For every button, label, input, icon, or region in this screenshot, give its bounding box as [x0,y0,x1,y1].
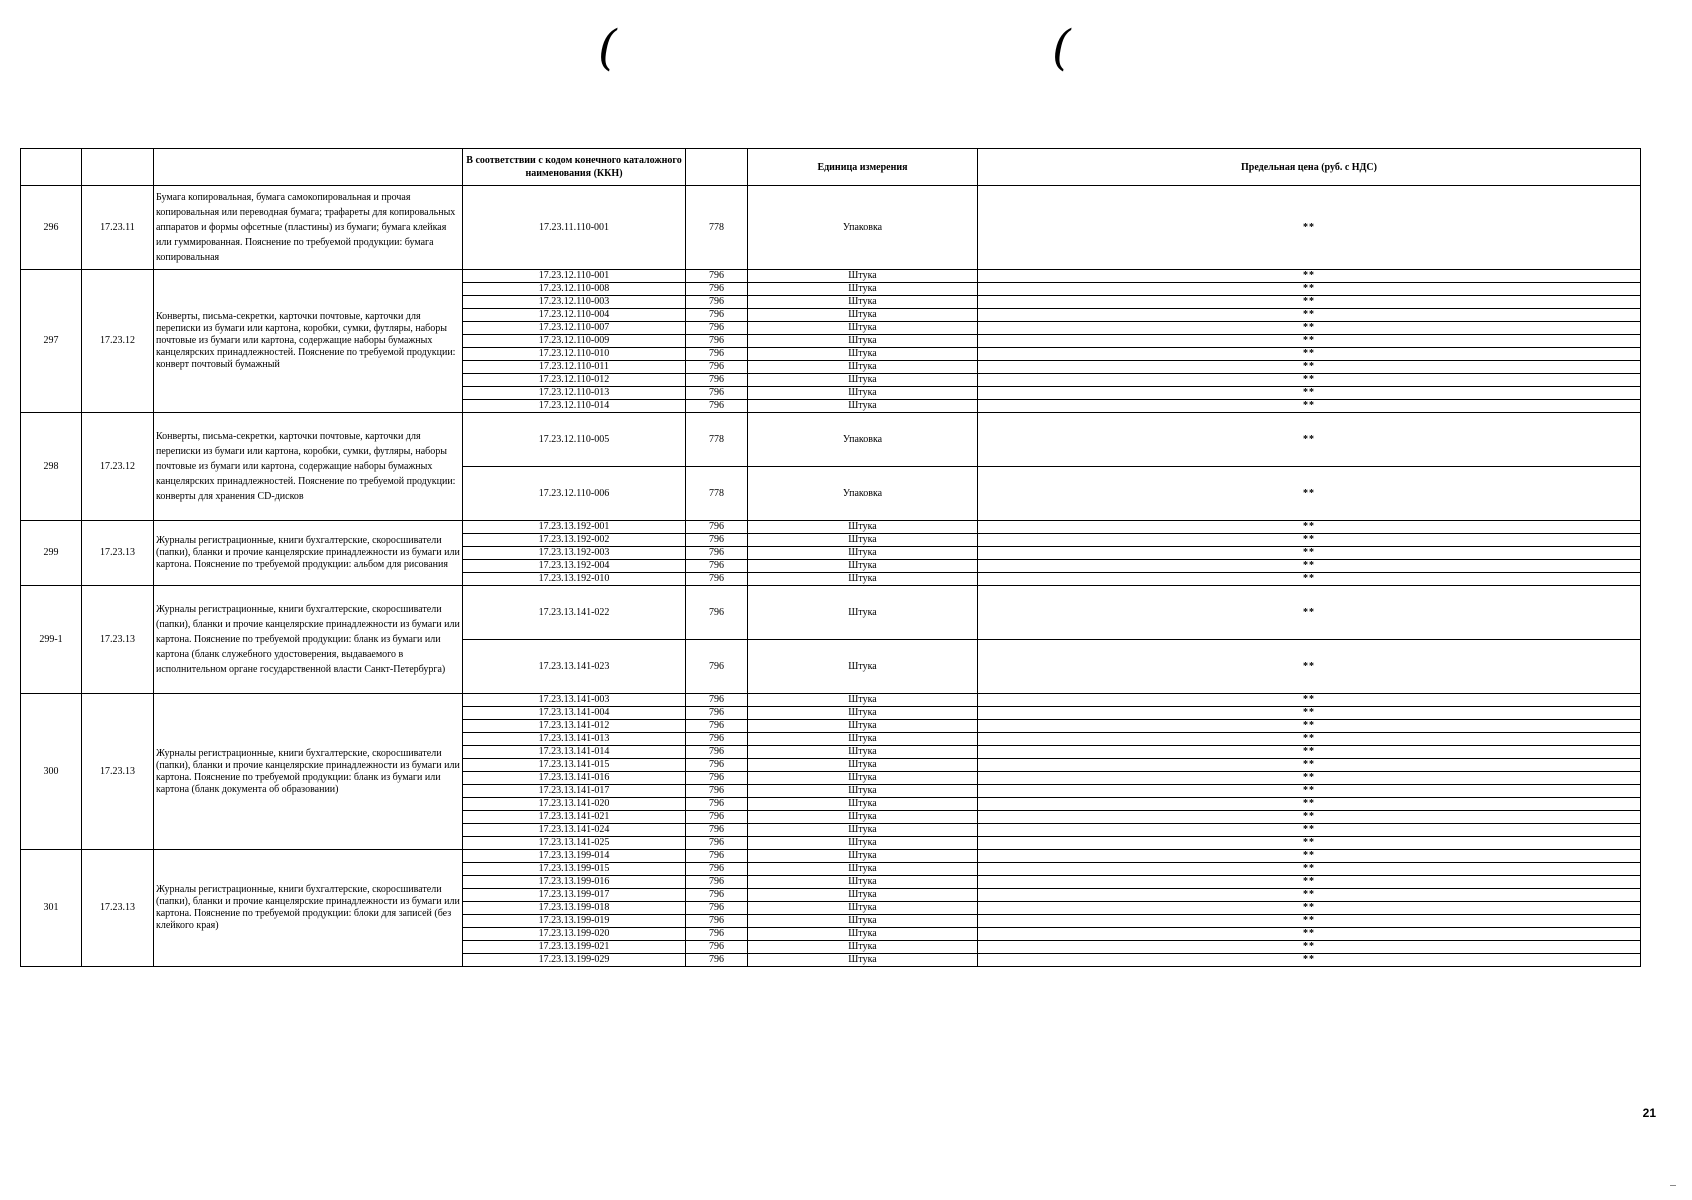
kkn-code: 17.23.12.110-014 [463,400,686,413]
header-cell-number [21,149,82,186]
okei-code: 796 [686,387,748,400]
unit-of-measure: Штука [748,811,978,824]
okei-code: 778 [686,186,748,270]
kkn-code: 17.23.12.110-009 [463,335,686,348]
price-limit: ** [978,640,1641,694]
unit-of-measure: Штука [748,296,978,309]
kkn-code: 17.23.13.199-029 [463,954,686,967]
unit-of-measure: Упаковка [748,467,978,521]
unit-of-measure: Штука [748,694,978,707]
price-limit: ** [978,837,1641,850]
price-limit: ** [978,374,1641,387]
price-limit: ** [978,772,1641,785]
price-limit: ** [978,322,1641,335]
unit-of-measure: Штука [748,547,978,560]
unit-of-measure: Штука [748,928,978,941]
okei-code: 796 [686,361,748,374]
kkn-code: 17.23.13.141-017 [463,785,686,798]
kkn-code: 17.23.13.141-013 [463,733,686,746]
unit-of-measure: Штука [748,733,978,746]
unit-of-measure: Штука [748,573,978,586]
unit-of-measure: Штука [748,534,978,547]
okei-code: 796 [686,348,748,361]
okei-code: 796 [686,573,748,586]
row-number: 298 [21,413,82,521]
header-cell-code [82,149,154,186]
product-description: Журналы регистрационные, книги бухгалтерские, скоросшиватели (папки), бланки и прочие канцелярские принадлежности из бумаги или картона. Пояснение по требуемой продукции: бланк из бумаги или картона (бланк документа об образовании) [154,694,463,850]
header-cell-kkn: В соответствии с кодом конечного каталожного наименования (ККН) [463,149,686,186]
kkn-code: 17.23.12.110-005 [463,413,686,467]
okei-code: 796 [686,902,748,915]
price-limit: ** [978,759,1641,772]
unit-of-measure: Штука [748,560,978,573]
unit-of-measure: Штука [748,348,978,361]
unit-of-measure: Штука [748,915,978,928]
kkn-code: 17.23.12.110-010 [463,348,686,361]
header-cell-unit: Единица измерения [748,149,978,186]
okei-code: 796 [686,335,748,348]
kkn-code: 17.23.13.199-014 [463,850,686,863]
unit-of-measure: Штука [748,640,978,694]
kkn-code: 17.23.13.141-003 [463,694,686,707]
row-number: 297 [21,270,82,413]
okpd-code: 17.23.13 [82,521,154,586]
header-cell-description [154,149,463,186]
price-limit: ** [978,811,1641,824]
price-limit: ** [978,534,1641,547]
unit-of-measure: Штука [748,902,978,915]
price-limit: ** [978,547,1641,560]
okei-code: 796 [686,521,748,534]
price-limit: ** [978,296,1641,309]
product-description: Конверты, письма-секретки, карточки почтовые, карточки для переписки из бумаги или картона, коробки, сумки, футляры, наборы почтовые из бумаги или картона, содержащие наборы бумажных канцелярских принадлежностей. Пояснение по требуемой продукции: конверты для хранения CD-дисков [154,413,463,521]
unit-of-measure: Штука [748,798,978,811]
price-limit: ** [978,283,1641,296]
kkn-code: 17.23.13.199-015 [463,863,686,876]
okpd-code: 17.23.13 [82,850,154,967]
price-limit: ** [978,954,1641,967]
okei-code: 796 [686,560,748,573]
okei-code: 796 [686,296,748,309]
kkn-code: 17.23.12.110-008 [463,283,686,296]
row-number: 300 [21,694,82,850]
unit-of-measure: Штука [748,876,978,889]
okei-code: 796 [686,850,748,863]
unit-of-measure: Штука [748,824,978,837]
price-limit: ** [978,928,1641,941]
unit-of-measure: Штука [748,772,978,785]
price-limit: ** [978,400,1641,413]
price-limit: ** [978,863,1641,876]
price-limit: ** [978,521,1641,534]
okei-code: 796 [686,759,748,772]
product-description: Бумага копировальная, бумага самокопировальная и прочая копировальная или переводная бумага; трафареты для копировальных аппаратов и формы офсетные (пластины) из бумаги; бумага клейкая или гуммированная. Пояснение по требуемой продукции: бумага копировальная [154,186,463,270]
okei-code: 796 [686,733,748,746]
unit-of-measure: Упаковка [748,413,978,467]
kkn-code: 17.23.13.141-021 [463,811,686,824]
okpd-code: 17.23.11 [82,186,154,270]
price-limit: ** [978,850,1641,863]
kkn-code: 17.23.12.110-007 [463,322,686,335]
unit-of-measure: Штука [748,720,978,733]
kkn-code: 17.23.13.192-004 [463,560,686,573]
unit-of-measure: Штука [748,283,978,296]
product-description: Журналы регистрационные, книги бухгалтерские, скоросшиватели (папки), бланки и прочие канцелярские принадлежности из бумаги или картона. Пояснение по требуемой продукции: альбом для рисования [154,521,463,586]
price-limit: ** [978,186,1641,270]
kkn-code: 17.23.13.141-012 [463,720,686,733]
okei-code: 796 [686,270,748,283]
row-number: 301 [21,850,82,967]
okei-code: 796 [686,283,748,296]
kkn-code: 17.23.13.141-016 [463,772,686,785]
price-limit: ** [978,824,1641,837]
unit-of-measure: Штука [748,400,978,413]
unit-of-measure: Штука [748,746,978,759]
okei-code: 796 [686,309,748,322]
header-cell-okei [686,149,748,186]
okpd-code: 17.23.12 [82,413,154,521]
okei-code: 796 [686,586,748,640]
table-row [21,694,1641,707]
okei-code: 796 [686,811,748,824]
price-limit: ** [978,941,1641,954]
kkn-code: 17.23.13.141-024 [463,824,686,837]
unit-of-measure: Штука [748,759,978,772]
row-number: 296 [21,186,82,270]
unit-of-measure: Штука [748,954,978,967]
price-limit: ** [978,694,1641,707]
okei-code: 796 [686,889,748,902]
price-limit: ** [978,733,1641,746]
kkn-code: 17.23.13.192-001 [463,521,686,534]
okei-code: 796 [686,640,748,694]
price-limit: ** [978,785,1641,798]
kkn-code: 17.23.13.199-019 [463,915,686,928]
okei-code: 796 [686,941,748,954]
price-limit: ** [978,902,1641,915]
unit-of-measure: Штука [748,889,978,902]
price-limit: ** [978,720,1641,733]
unit-of-measure: Штука [748,387,978,400]
okei-code: 796 [686,547,748,560]
price-limit: ** [978,560,1641,573]
price-limit: ** [978,467,1641,521]
kkn-code: 17.23.13.199-021 [463,941,686,954]
kkn-code: 17.23.12.110-006 [463,467,686,521]
okei-code: 796 [686,772,748,785]
scan-mark-left: ( [598,20,617,76]
price-limit: ** [978,413,1641,467]
price-limit: ** [978,361,1641,374]
kkn-code: 17.23.12.110-013 [463,387,686,400]
kkn-code: 17.23.13.141-025 [463,837,686,850]
unit-of-measure: Штука [748,270,978,283]
unit-of-measure: Штука [748,322,978,335]
okei-code: 796 [686,746,748,759]
unit-of-measure: Штука [748,374,978,387]
kkn-code: 17.23.13.141-015 [463,759,686,772]
price-limit: ** [978,348,1641,361]
okei-code: 796 [686,954,748,967]
header-cell-price: Предельная цена (руб. с НДС) [978,149,1641,186]
kkn-code: 17.23.13.141-014 [463,746,686,759]
okei-code: 796 [686,720,748,733]
page-number: 21 [1642,1106,1656,1120]
unit-of-measure: Штука [748,521,978,534]
kkn-code: 17.23.13.199-016 [463,876,686,889]
okei-code: 796 [686,915,748,928]
price-limit: ** [978,586,1641,640]
price-table [20,148,1641,967]
okei-code: 796 [686,785,748,798]
okei-code: 796 [686,374,748,387]
price-limit: ** [978,798,1641,811]
kkn-code: 17.23.11.110-001 [463,186,686,270]
product-description: Конверты, письма-секретки, карточки почтовые, карточки для переписки из бумаги или картона, коробки, сумки, футляры, наборы почтовые из бумаги или картона, содержащие наборы бумажных канцелярских принадлежностей. Пояснение по требуемой продукции: конверт почтовый бумажный [154,270,463,413]
kkn-code: 17.23.13.141-022 [463,586,686,640]
row-number: 299-1 [21,586,82,694]
price-limit: ** [978,889,1641,902]
product-description: Журналы регистрационные, книги бухгалтерские, скоросшиватели (папки), бланки и прочие канцелярские принадлежности из бумаги или картона. Пояснение по требуемой продукции: блоки для записей (без клейкого края) [154,850,463,967]
kkn-code: 17.23.12.110-011 [463,361,686,374]
kkn-code: 17.23.13.141-020 [463,798,686,811]
price-limit: ** [978,335,1641,348]
kkn-code: 17.23.13.192-003 [463,547,686,560]
okei-code: 796 [686,876,748,889]
okei-code: 778 [686,413,748,467]
header-row [21,149,1641,186]
corner-mark [1670,1185,1676,1186]
table-row [21,270,1641,283]
table-row [21,521,1641,534]
unit-of-measure: Штука [748,707,978,720]
okei-code: 796 [686,534,748,547]
okei-code: 796 [686,707,748,720]
table-row [21,850,1641,863]
price-limit: ** [978,746,1641,759]
price-limit: ** [978,387,1641,400]
price-limit: ** [978,707,1641,720]
scan-mark-right: ( [1052,20,1071,76]
table-row [21,413,1641,467]
kkn-code: 17.23.13.141-023 [463,640,686,694]
okpd-code: 17.23.13 [82,694,154,850]
unit-of-measure: Штука [748,586,978,640]
okei-code: 796 [686,400,748,413]
kkn-code: 17.23.13.192-010 [463,573,686,586]
okpd-code: 17.23.13 [82,586,154,694]
kkn-code: 17.23.13.192-002 [463,534,686,547]
kkn-code: 17.23.13.199-020 [463,928,686,941]
kkn-code: 17.23.13.199-018 [463,902,686,915]
price-limit: ** [978,270,1641,283]
kkn-code: 17.23.12.110-004 [463,309,686,322]
unit-of-measure: Штука [748,941,978,954]
unit-of-measure: Штука [748,850,978,863]
okei-code: 796 [686,837,748,850]
okei-code: 778 [686,467,748,521]
okei-code: 796 [686,928,748,941]
unit-of-measure: Штука [748,335,978,348]
price-limit: ** [978,573,1641,586]
okei-code: 796 [686,824,748,837]
okpd-code: 17.23.12 [82,270,154,413]
table-row [21,586,1641,640]
unit-of-measure: Штука [748,785,978,798]
okei-code: 796 [686,322,748,335]
kkn-code: 17.23.12.110-012 [463,374,686,387]
unit-of-measure: Упаковка [748,186,978,270]
kkn-code: 17.23.12.110-001 [463,270,686,283]
price-limit: ** [978,915,1641,928]
okei-code: 796 [686,694,748,707]
row-number: 299 [21,521,82,586]
table-row [21,186,1641,270]
price-limit: ** [978,309,1641,322]
okei-code: 796 [686,798,748,811]
table-body [21,186,1641,967]
unit-of-measure: Штука [748,837,978,850]
kkn-code: 17.23.13.141-004 [463,707,686,720]
unit-of-measure: Штука [748,309,978,322]
okei-code: 796 [686,863,748,876]
product-description: Журналы регистрационные, книги бухгалтерские, скоросшиватели (папки), бланки и прочие канцелярские принадлежности из бумаги или картона. Пояснение по требуемой продукции: бланк из бумаги или картона (бланк служебного удостоверения, выдаваемого в исполнительном органе государственной власти Санкт-Петербурга) [154,586,463,694]
price-limit: ** [978,876,1641,889]
unit-of-measure: Штука [748,361,978,374]
unit-of-measure: Штука [748,863,978,876]
kkn-code: 17.23.12.110-003 [463,296,686,309]
kkn-code: 17.23.13.199-017 [463,889,686,902]
